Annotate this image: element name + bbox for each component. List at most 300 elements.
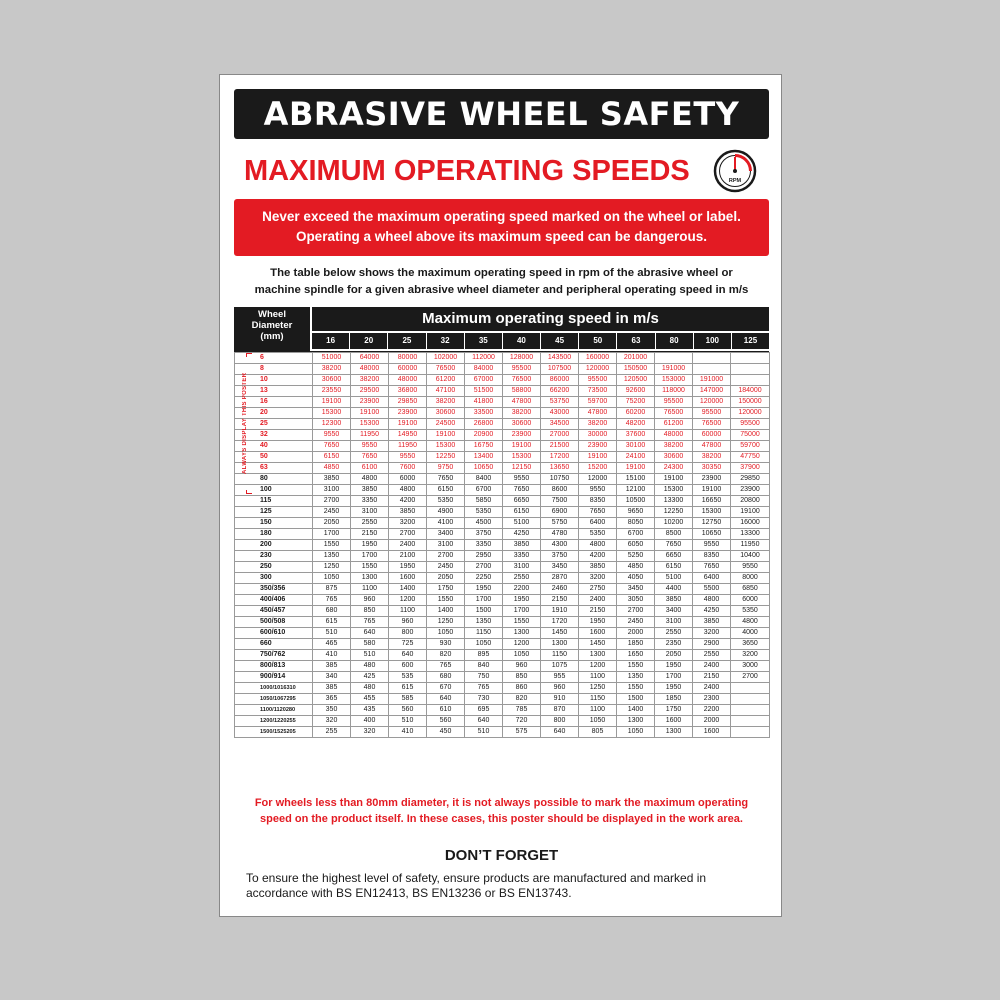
speed-value-cell <box>655 353 693 364</box>
speed-value-cell: 1700 <box>503 606 541 617</box>
speed-value-cell: 38200 <box>427 397 465 408</box>
speed-value-cell: 1300 <box>617 716 655 727</box>
speed-header-cell: 32 <box>427 333 464 349</box>
speed-value-cell: 47750 <box>731 452 770 463</box>
diameter-cell: 63 <box>235 463 313 474</box>
table-row <box>235 397 770 408</box>
speed-value-cell: 47800 <box>503 397 541 408</box>
speed-value-cell: 510 <box>465 727 503 738</box>
always-display-text: ALWAYS DISPLAY THIS POSTER <box>242 372 248 475</box>
table-row <box>235 716 770 727</box>
speed-value-cell: 1750 <box>655 705 693 716</box>
speed-value-cell: 5350 <box>427 496 465 507</box>
speed-value-cell: 3100 <box>313 485 351 496</box>
speed-value-cell: 1150 <box>541 650 579 661</box>
speed-value-cell: 750 <box>465 672 503 683</box>
speed-value-cell: 38200 <box>579 419 617 430</box>
speed-value-cell: 1250 <box>579 683 617 694</box>
speed-value-cell: 640 <box>427 694 465 705</box>
speed-value-cell: 19100 <box>731 507 770 518</box>
speed-value-cell: 3350 <box>465 540 503 551</box>
speed-value-cell: 43000 <box>541 408 579 419</box>
speed-value-cell: 23900 <box>731 485 770 496</box>
diameter-cell: 125 <box>235 507 313 518</box>
speed-value-cell: 2700 <box>465 562 503 573</box>
speed-value-cell: 1100 <box>351 584 389 595</box>
speed-value-cell: 86000 <box>541 375 579 386</box>
speed-value-cell: 680 <box>427 672 465 683</box>
speed-value-cell: 30600 <box>313 375 351 386</box>
diameter-cell: 50 <box>235 452 313 463</box>
speed-value-cell: 20900 <box>465 430 503 441</box>
speed-value-cell: 560 <box>389 705 427 716</box>
diameter-cell: 250 <box>235 562 313 573</box>
speed-value-cell: 201000 <box>617 353 655 364</box>
speed-value-cell: 37600 <box>617 430 655 441</box>
speed-value-cell: 95500 <box>579 375 617 386</box>
speed-value-cell: 1500 <box>617 694 655 705</box>
poster-title: ABRASIVE WHEEL SAFETY <box>234 89 769 139</box>
speed-value-cell: 12750 <box>693 518 731 529</box>
speed-value-cell: 29850 <box>731 474 770 485</box>
speed-value-cell: 1720 <box>541 617 579 628</box>
speed-value-cell: 2950 <box>465 551 503 562</box>
warning-line: Never exceed the maximum operating speed marked on the wheel or label. <box>262 209 741 224</box>
speed-value-cell <box>731 694 770 705</box>
speed-value-cell: 560 <box>427 716 465 727</box>
always-display-label <box>236 356 254 491</box>
speed-value-cell: 150500 <box>617 364 655 375</box>
speed-value-cell: 2100 <box>389 551 427 562</box>
speed-value-cell: 1700 <box>313 529 351 540</box>
speed-value-cell: 4780 <box>541 529 579 540</box>
speed-value-cell: 2870 <box>541 573 579 584</box>
speed-value-cell: 450 <box>427 727 465 738</box>
diameter-cell: 1000/1016310 <box>235 683 313 694</box>
speed-value-cell: 5350 <box>731 606 770 617</box>
speed-value-cell: 6700 <box>617 529 655 540</box>
speed-value-cell: 1600 <box>579 628 617 639</box>
speed-value-cell: 480 <box>351 661 389 672</box>
speed-value-cell: 850 <box>351 606 389 617</box>
speed-value-cell <box>693 353 731 364</box>
speed-value-cell: 7650 <box>655 540 693 551</box>
speed-value-cell: 3750 <box>541 551 579 562</box>
speed-value-cell: 365 <box>313 694 351 705</box>
speed-value-cell: 765 <box>465 683 503 694</box>
speed-value-cell: 2300 <box>693 694 731 705</box>
speed-value-cell: 9550 <box>351 441 389 452</box>
diameter-cell: 100 <box>235 485 313 496</box>
speed-value-cell: 66200 <box>541 386 579 397</box>
diameter-cell: 6 <box>235 353 313 364</box>
speed-value-cell: 10650 <box>693 529 731 540</box>
table-row <box>235 463 770 474</box>
speed-value-cell: 8350 <box>693 551 731 562</box>
speed-value-cell: 910 <box>541 694 579 705</box>
speed-value-cell: 3750 <box>465 529 503 540</box>
warning-box <box>234 199 769 256</box>
diameter-cell: 40 <box>235 441 313 452</box>
speed-value-cell: 9550 <box>313 430 351 441</box>
speed-value-cell: 47800 <box>579 408 617 419</box>
speed-value-cell: 120000 <box>693 397 731 408</box>
speed-value-cell: 3100 <box>655 617 693 628</box>
safety-poster <box>219 74 782 917</box>
speed-value-cell: 1350 <box>465 617 503 628</box>
speed-value-cell: 3200 <box>731 650 770 661</box>
speed-value-cell: 60000 <box>693 430 731 441</box>
speed-value-cell: 895 <box>465 650 503 661</box>
speed-value-cell: 3100 <box>351 507 389 518</box>
speed-value-cell: 120500 <box>617 375 655 386</box>
intro-line: The table below shows the maximum operating speed in rpm of the abrasive wheel or <box>270 267 733 279</box>
table-row <box>235 562 770 573</box>
speed-value-cell: 410 <box>389 727 427 738</box>
speed-value-cell: 720 <box>503 716 541 727</box>
speed-value-cell: 510 <box>313 628 351 639</box>
speed-value-cell: 128000 <box>503 353 541 364</box>
speed-value-cell <box>731 705 770 716</box>
speed-value-cell: 465 <box>313 639 351 650</box>
speed-value-cell: 14950 <box>389 430 427 441</box>
speed-value-cell: 13650 <box>541 463 579 474</box>
speed-value-cell: 7650 <box>503 485 541 496</box>
speed-value-cell: 61200 <box>655 419 693 430</box>
speed-value-cell: 80000 <box>389 353 427 364</box>
speed-value-cell: 147000 <box>693 386 731 397</box>
diameter-cell: 25 <box>235 419 313 430</box>
table-row <box>235 672 770 683</box>
speed-value-cell: 36800 <box>389 386 427 397</box>
speed-value-cell: 5100 <box>503 518 541 529</box>
table-row <box>235 661 770 672</box>
speed-value-cell: 2050 <box>427 573 465 584</box>
speed-value-cell: 3850 <box>503 540 541 551</box>
speed-value-cell: 1600 <box>693 727 731 738</box>
speed-value-cell: 2700 <box>313 496 351 507</box>
speed-header-cell: 80 <box>656 333 693 349</box>
speed-value-cell: 27000 <box>541 430 579 441</box>
speed-value-cell: 615 <box>389 683 427 694</box>
speed-value-cell: 9550 <box>503 474 541 485</box>
speed-value-cell: 255 <box>313 727 351 738</box>
speed-value-cell: 2150 <box>541 595 579 606</box>
speed-value-cell: 1450 <box>579 639 617 650</box>
speed-value-cell: 1050 <box>579 716 617 727</box>
speed-value-cell: 1100 <box>579 705 617 716</box>
speed-value-cell: 15300 <box>427 441 465 452</box>
speed-value-cell: 5850 <box>465 496 503 507</box>
speed-value-cell: 410 <box>313 650 351 661</box>
diameter-cell: 200 <box>235 540 313 551</box>
speed-value-cell: 4900 <box>427 507 465 518</box>
speed-value-cell: 12150 <box>503 463 541 474</box>
header-line: Diameter <box>251 320 293 331</box>
speed-value-cell: 48000 <box>655 430 693 441</box>
speed-value-cell: 480 <box>351 683 389 694</box>
speed-value-cell: 1050 <box>617 727 655 738</box>
table-row <box>235 727 770 738</box>
speed-value-cell: 10750 <box>541 474 579 485</box>
speed-value-cell <box>731 375 770 386</box>
speed-value-cell: 800 <box>389 628 427 639</box>
speed-value-cell: 6100 <box>351 463 389 474</box>
speed-value-cell: 12250 <box>655 507 693 518</box>
speed-value-cell: 4300 <box>541 540 579 551</box>
speed-value-cell: 7650 <box>427 474 465 485</box>
wheel-diameter-header <box>234 307 310 351</box>
speed-value-cell: 2200 <box>693 705 731 716</box>
speed-value-cell: 3850 <box>655 595 693 606</box>
speed-value-cell: 16000 <box>731 518 770 529</box>
speed-value-cell: 9550 <box>731 562 770 573</box>
speed-value-cell: 191000 <box>693 375 731 386</box>
speed-value-cell: 4500 <box>465 518 503 529</box>
speed-value-cell: 455 <box>351 694 389 705</box>
speed-value-cell: 9750 <box>427 463 465 474</box>
speed-value-cell: 820 <box>503 694 541 705</box>
intro-text <box>234 265 769 301</box>
speed-value-cell: 10200 <box>655 518 693 529</box>
speed-value-cell: 15300 <box>313 408 351 419</box>
speed-value-cell: 3000 <box>731 661 770 672</box>
speed-value-cell: 107500 <box>541 364 579 375</box>
speed-header-cell: 20 <box>350 333 387 349</box>
speed-value-cell: 6650 <box>655 551 693 562</box>
speed-value-cell: 7650 <box>579 507 617 518</box>
speed-value-cell: 1400 <box>617 705 655 716</box>
speed-value-cell: 4250 <box>503 529 541 540</box>
diameter-cell: 80 <box>235 474 313 485</box>
speed-value-cell: 3200 <box>693 628 731 639</box>
speed-value-cell: 76500 <box>655 408 693 419</box>
speed-value-cell: 26800 <box>465 419 503 430</box>
speed-data-table <box>234 352 770 738</box>
speed-value-cell: 2000 <box>693 716 731 727</box>
speed-value-cell: 4100 <box>427 518 465 529</box>
speed-value-cell: 95500 <box>655 397 693 408</box>
speed-value-cell: 2900 <box>693 639 731 650</box>
speed-header-cell: 16 <box>312 333 349 349</box>
speed-value-cell: 20800 <box>731 496 770 507</box>
speed-value-cell: 1550 <box>313 540 351 551</box>
speed-value-cell: 95500 <box>503 364 541 375</box>
table-row <box>235 683 770 694</box>
speed-value-cell: 2750 <box>579 584 617 595</box>
speed-value-cell: 30600 <box>655 452 693 463</box>
speed-value-cell: 1075 <box>541 661 579 672</box>
speed-value-cell: 600 <box>389 661 427 672</box>
speed-value-cell: 95500 <box>731 419 770 430</box>
speed-value-cell: 9650 <box>617 507 655 518</box>
table-row <box>235 441 770 452</box>
table-row <box>235 617 770 628</box>
speed-value-cell: 8050 <box>617 518 655 529</box>
speed-value-cell: 4800 <box>693 595 731 606</box>
speed-value-cell: 2700 <box>389 529 427 540</box>
speed-value-cell: 10400 <box>731 551 770 562</box>
speed-value-cell: 4400 <box>655 584 693 595</box>
diameter-cell: 800/813 <box>235 661 313 672</box>
speed-value-cell: 5250 <box>617 551 655 562</box>
speed-value-cell: 3050 <box>617 595 655 606</box>
speed-value-cell: 695 <box>465 705 503 716</box>
speed-value-cell: 15300 <box>351 419 389 430</box>
speed-value-cell: 1350 <box>617 672 655 683</box>
speed-value-cell: 2200 <box>503 584 541 595</box>
header-line: Wheel <box>258 309 286 320</box>
speed-value-cell: 1850 <box>655 694 693 705</box>
footnote <box>234 795 769 831</box>
speed-value-cell: 118000 <box>655 386 693 397</box>
speed-header-cell: 25 <box>388 333 425 349</box>
speed-value-cell: 1950 <box>503 595 541 606</box>
speed-value-cell: 47800 <box>693 441 731 452</box>
speed-value-cell: 1400 <box>427 606 465 617</box>
speed-value-cell: 24300 <box>655 463 693 474</box>
speed-value-cell: 1300 <box>579 650 617 661</box>
speed-value-cell: 510 <box>351 650 389 661</box>
diameter-cell: 750/762 <box>235 650 313 661</box>
speed-value-cell: 955 <box>541 672 579 683</box>
speed-value-cell: 10500 <box>617 496 655 507</box>
speed-value-cell: 850 <box>503 672 541 683</box>
speed-value-cell: 615 <box>313 617 351 628</box>
speed-value-cell: 2550 <box>503 573 541 584</box>
speed-value-cell: 1100 <box>579 672 617 683</box>
diameter-cell: 600/610 <box>235 628 313 639</box>
speed-value-cell: 150000 <box>731 397 770 408</box>
speed-value-cell: 4850 <box>313 463 351 474</box>
speed-value-cell: 820 <box>427 650 465 661</box>
speed-value-cell: 670 <box>427 683 465 694</box>
speed-value-cell: 15300 <box>503 452 541 463</box>
speed-value-cell: 1400 <box>389 584 427 595</box>
speed-value-cell: 960 <box>389 617 427 628</box>
speed-value-cell: 680 <box>313 606 351 617</box>
speed-value-cell: 2400 <box>693 683 731 694</box>
speed-value-cell: 10650 <box>465 463 503 474</box>
speed-value-cell: 120000 <box>731 408 770 419</box>
speed-value-cell: 15200 <box>579 463 617 474</box>
speed-value-cell: 8400 <box>465 474 503 485</box>
ensure-text <box>246 871 766 905</box>
speed-value-cell: 870 <box>541 705 579 716</box>
speed-value-cell: 6400 <box>693 573 731 584</box>
speed-value-cell: 930 <box>427 639 465 650</box>
speed-value-cell: 3850 <box>389 507 427 518</box>
intro-line: machine spindle for a given abrasive wheel diameter and peripheral operating speed in m/s <box>254 284 749 296</box>
table-row <box>235 518 770 529</box>
speed-value-cell: 6150 <box>427 485 465 496</box>
speed-value-cell: 610 <box>427 705 465 716</box>
speed-value-cell: 19100 <box>579 452 617 463</box>
speed-value-cell: 84000 <box>465 364 503 375</box>
speed-value-cell: 2550 <box>655 628 693 639</box>
table-row <box>235 408 770 419</box>
speed-value-cell: 510 <box>389 716 427 727</box>
speed-value-cell: 1100 <box>389 606 427 617</box>
speed-value-cell: 2450 <box>313 507 351 518</box>
diameter-cell: 115 <box>235 496 313 507</box>
speed-value-cell: 2450 <box>617 617 655 628</box>
diameter-cell: 350/356 <box>235 584 313 595</box>
speed-value-cell: 38200 <box>503 408 541 419</box>
speed-value-cell: 4800 <box>731 617 770 628</box>
speed-value-cell: 1250 <box>427 617 465 628</box>
speed-value-cell: 48200 <box>617 419 655 430</box>
table-row <box>235 375 770 386</box>
speed-value-cell: 23900 <box>351 397 389 408</box>
table-row <box>235 694 770 705</box>
speed-value-cell: 860 <box>503 683 541 694</box>
speed-value-cell: 19100 <box>503 441 541 452</box>
speed-value-cell: 5350 <box>465 507 503 518</box>
speed-value-cell: 1950 <box>579 617 617 628</box>
speed-value-cell: 2000 <box>617 628 655 639</box>
speed-value-cell <box>693 364 731 375</box>
speed-value-cell: 37900 <box>731 463 770 474</box>
speed-value-cell <box>731 727 770 738</box>
speed-value-cell: 48000 <box>389 375 427 386</box>
max-speed-header: Maximum operating speed in m/s <box>312 307 769 331</box>
speed-value-cell: 2400 <box>389 540 427 551</box>
speed-value-cell: 3650 <box>731 639 770 650</box>
speed-value-cell: 435 <box>351 705 389 716</box>
speed-value-cell: 840 <box>465 661 503 672</box>
speed-value-cell: 92600 <box>617 386 655 397</box>
speed-value-cell: 1700 <box>465 595 503 606</box>
dont-forget-heading: DON’T FORGET <box>444 847 559 864</box>
speed-value-cell: 13300 <box>731 529 770 540</box>
speed-value-cell: 785 <box>503 705 541 716</box>
speed-value-cell: 2550 <box>693 650 731 661</box>
speed-value-cell: 640 <box>351 628 389 639</box>
speed-value-cell: 9550 <box>579 485 617 496</box>
speed-value-cell: 61200 <box>427 375 465 386</box>
speed-value-cell: 1300 <box>541 639 579 650</box>
speed-value-cell: 73500 <box>579 386 617 397</box>
table-row <box>235 496 770 507</box>
speed-value-cell: 1950 <box>655 683 693 694</box>
speed-value-cell: 15300 <box>693 507 731 518</box>
speed-value-cell: 765 <box>313 595 351 606</box>
table-row <box>235 650 770 661</box>
speed-value-cell: 3400 <box>427 529 465 540</box>
speed-value-cell: 1300 <box>503 628 541 639</box>
speed-value-cell: 2150 <box>579 606 617 617</box>
speed-value-cell: 76500 <box>503 375 541 386</box>
table-row <box>235 705 770 716</box>
speed-value-cell: 59700 <box>731 441 770 452</box>
speed-value-cell: 48000 <box>351 364 389 375</box>
diameter-cell: 500/508 <box>235 617 313 628</box>
speed-value-cell: 730 <box>465 694 503 705</box>
table-row <box>235 386 770 397</box>
speed-header-row <box>312 333 769 349</box>
diameter-cell: 32 <box>235 430 313 441</box>
speed-value-cell: 3200 <box>579 573 617 584</box>
speed-value-cell: 1500 <box>465 606 503 617</box>
speed-value-cell: 19100 <box>351 408 389 419</box>
speed-value-cell: 2050 <box>313 518 351 529</box>
speed-value-cell: 640 <box>389 650 427 661</box>
speed-value-cell: 6700 <box>465 485 503 496</box>
speed-value-cell: 1350 <box>313 551 351 562</box>
speed-value-cell: 15100 <box>617 474 655 485</box>
speed-value-cell: 4800 <box>579 540 617 551</box>
